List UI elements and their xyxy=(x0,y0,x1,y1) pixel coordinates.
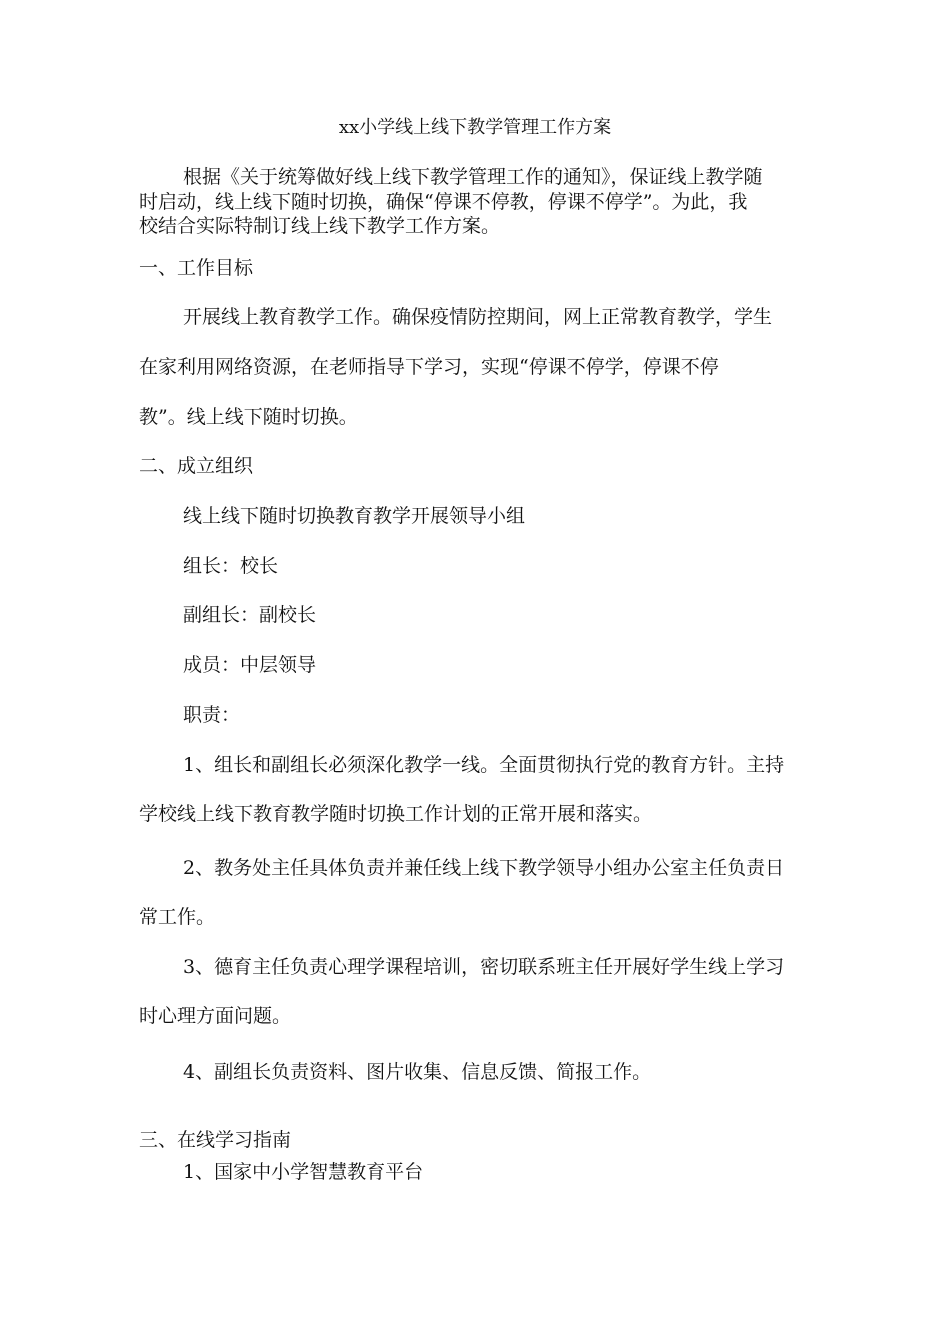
members-line: 成员：中层领导 xyxy=(183,654,317,676)
goal-line: 教”。线上线下随时切换。 xyxy=(139,406,358,428)
section-heading: 三、在线学习指南 xyxy=(139,1129,292,1151)
duties-label: 职责： xyxy=(183,704,241,726)
document-title: xx小学线上线下教学管理工作方案 xyxy=(338,117,612,138)
goal-line: 开展线上教育教学工作。确保疫情防控期间，网上正常教育教学，学生 xyxy=(183,306,773,328)
group-name: 线上线下随时切换教育教学开展领导小组 xyxy=(183,505,526,527)
section-heading: 二、成立组织 xyxy=(139,455,254,477)
vice-leader-line: 副组长：副校长 xyxy=(183,604,317,626)
duty-line: 2、教务处主任具体负责并兼任线上线下教学领导小组办公室主任负责日 xyxy=(183,857,785,879)
goal-line: 在家利用网络资源，在老师指导下学习，实现“停课不停学，停课不停 xyxy=(139,356,719,378)
duty-line: 学校线上线下教育教学随时切换工作计划的正常开展和落实。 xyxy=(139,803,653,825)
guide-item: 1、国家中小学智慧教育平台 xyxy=(183,1161,424,1183)
duty-line: 4、副组长负责资料、图片收集、信息反馈、简报工作。 xyxy=(183,1061,652,1083)
leader-line: 组长：校长 xyxy=(183,555,279,577)
intro-line: 时启动，线上线下随时切换，确保“停课不停教，停课不停学”。为此，我 xyxy=(139,191,748,213)
duty-line: 常工作。 xyxy=(139,906,216,928)
duty-line: 1、组长和副组长必须深化教学一线。全面贯彻执行党的教育方针。主持 xyxy=(183,754,785,776)
intro-line: 根据《关于统筹做好线上线下教学管理工作的通知》，保证线上教学随 xyxy=(183,166,763,188)
duty-line: 时心理方面问题。 xyxy=(139,1005,292,1027)
intro-line: 校结合实际特制订线上线下教学工作方案。 xyxy=(139,215,501,237)
section-heading: 一、工作目标 xyxy=(139,257,254,279)
duty-line: 3、德育主任负责心理学课程培训，密切联系班主任开展好学生线上学习 xyxy=(183,956,785,978)
